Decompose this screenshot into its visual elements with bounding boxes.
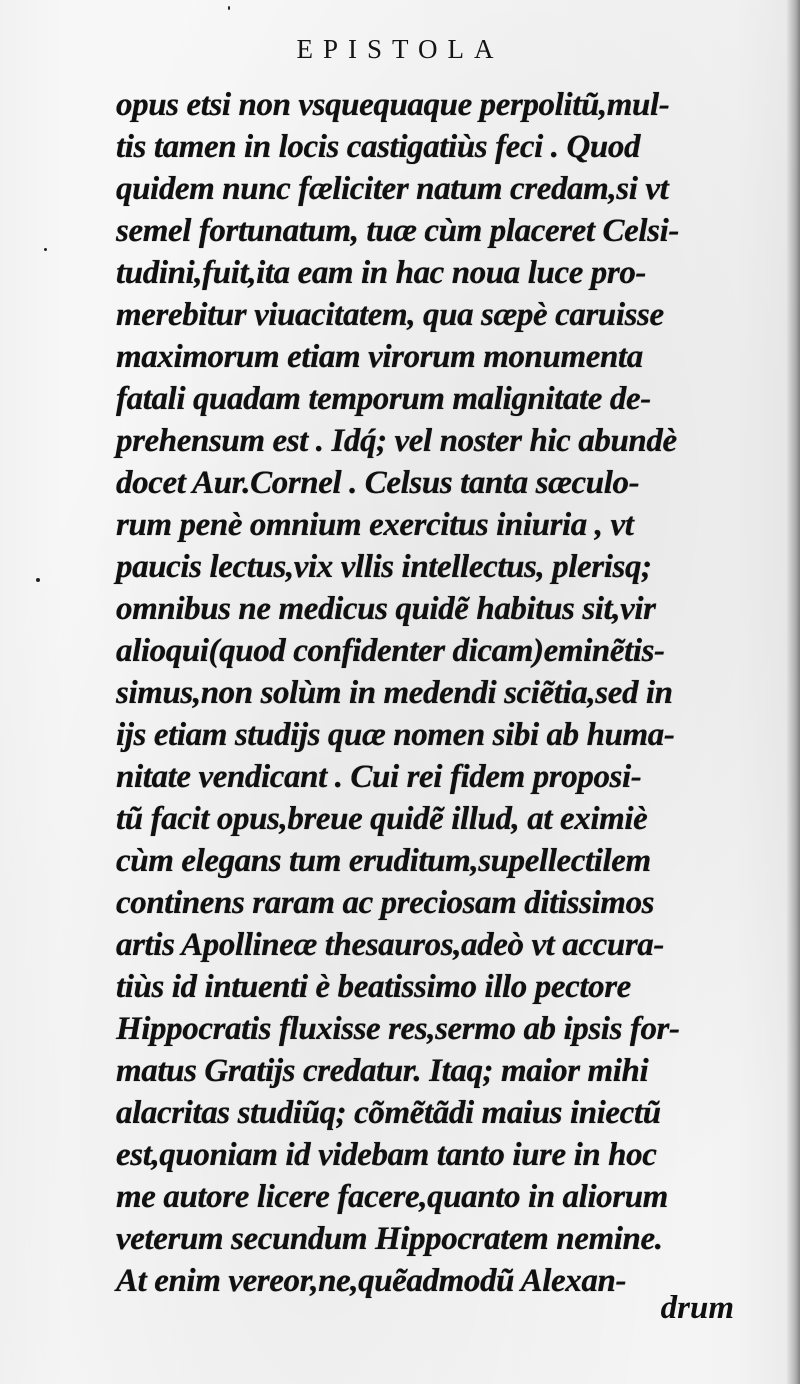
text-line: est,quoniam id videbam tanto iure in hoc xyxy=(116,1137,657,1173)
text-line: rum penè omnium exercitus iniuria , vt xyxy=(116,507,634,543)
text-line: omnibus ne medicus quidẽ habitus sit,vir xyxy=(116,591,656,627)
catchword: drum xyxy=(660,1290,734,1326)
text-line: nitate vendicant . Cui rei fidem proposi- xyxy=(116,759,642,795)
text-line: prehensum est . Idq́; vel noster hic abundè xyxy=(116,423,677,459)
text-line: tudini,fuit,ita eam in hac noua luce pro- xyxy=(116,255,647,291)
text-line: merebitur viuacitatem, qua sæpè caruisse xyxy=(116,297,664,333)
text-line: maximorum etiam virorum monumenta xyxy=(116,339,643,375)
text-line: tiùs id intuenti è beatissimo illo pectore xyxy=(116,969,631,1005)
page-edge-shadow xyxy=(786,0,800,1384)
text-line: docet Aur.Cornel . Celsus tanta sæculo- xyxy=(116,465,640,501)
text-line: semel fortunatum, tuæ cùm placeret Celsi- xyxy=(116,213,679,249)
text-line: Hippocratis fluxisse res,sermo ab ipsis for- xyxy=(116,1011,680,1047)
text-line: ijs etiam studijs quæ nomen sibi ab huma- xyxy=(116,717,675,753)
text-line: continens raram ac preciosam ditissimos xyxy=(116,885,655,921)
text-line: alacritas studiũq; cõmẽtãdi maius iniectũ xyxy=(116,1095,661,1131)
text-line: veterum secundum Hippocratem nemine. xyxy=(116,1221,663,1257)
ink-speck xyxy=(44,248,47,251)
text-line: me autore licere facere,quanto in aliorum xyxy=(116,1179,668,1215)
text-line: matus Gratijs credatur. Itaq; maior mihi xyxy=(116,1053,649,1089)
text-line: fatali quadam temporum malignitate de- xyxy=(116,381,651,417)
text-line: artis Apollineæ thesauros,adeò vt accura- xyxy=(116,927,664,963)
text-line: simus,non solùm in medendi sciẽtia,sed in xyxy=(116,675,673,711)
ink-speck xyxy=(36,578,40,582)
text-line: quidem nunc fæliciter natum credam,si vt xyxy=(116,171,669,207)
ink-speck xyxy=(228,6,230,10)
body-text xyxy=(116,84,736,1302)
text-line: tũ facit opus,breue quidẽ illud, at eximiè xyxy=(116,801,648,837)
text-line: alioqui(quod confidenter dicam)eminẽtis- xyxy=(116,633,665,669)
text-line: At enim vereor,ne,quẽadmodũ Alexan- xyxy=(116,1263,627,1299)
text-line: tis tamen in locis castigatiùs feci . Quod xyxy=(116,129,641,165)
text-line: opus etsi non vsquequaque perpolitũ,mul- xyxy=(116,87,670,123)
running-head: EPISTOLA xyxy=(296,34,504,64)
text-line: cùm elegans tum eruditum,supellectilem xyxy=(116,843,651,879)
text-line: paucis lectus,vix vllis intellectus, plerisq; xyxy=(116,549,652,585)
